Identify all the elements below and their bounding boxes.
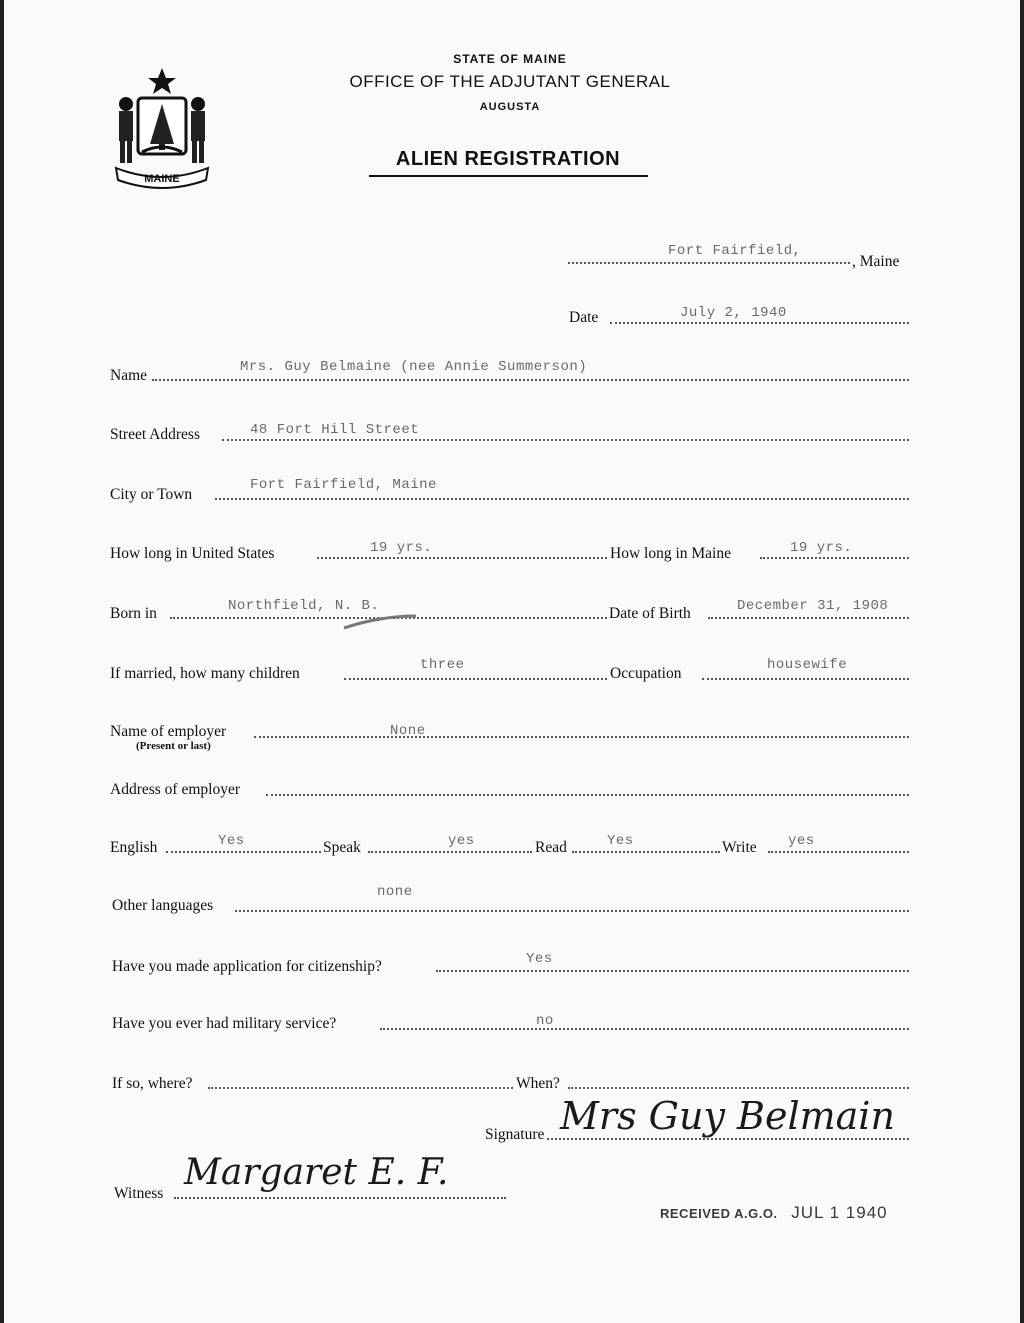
witness-label: Witness [114,1185,164,1202]
english-value: Yes [218,833,245,849]
date-label: Date [569,309,599,326]
when-label: When? [516,1075,560,1092]
english-dots [166,851,321,853]
read-dots [572,851,720,853]
seal-scroll-text: MAINE [144,173,180,185]
citizenship-value: Yes [526,951,553,967]
witness-dots [174,1197,506,1199]
how-long-us-value: 19 yrs. [370,540,433,556]
street-dots [222,439,909,441]
other-languages-value: none [377,884,413,900]
title-underline [369,175,648,177]
location-value: Fort Fairfield, [668,243,802,259]
born-in-label: Born in [110,605,157,622]
city-value: Fort Fairfield, Maine [250,477,437,493]
english-label: English [110,839,158,856]
children-dots [344,678,607,680]
speak-label: Speak [323,839,361,856]
employer-label: Name of employer [110,723,227,740]
name-value: Mrs. Guy Belmaine (nee Annie Summerson) [240,359,588,375]
witness-value: Margaret E. F. [184,1152,449,1193]
born-in-value: Northfield, N. B. [228,598,380,614]
stamp-received-text: RECEIVED A.G.O. [660,1206,778,1221]
occupation-label: Occupation [610,665,682,682]
how-long-us-label: How long in United States [110,545,275,562]
when-dots [568,1087,909,1089]
write-dots [768,851,909,853]
header-office: OFFICE OF THE ADJUTANT GENERAL [349,72,671,91]
date-dots [610,322,909,324]
date-of-birth-dots [708,617,909,619]
military-label: Have you ever had military service? [112,1015,337,1032]
read-label: Read [535,839,567,856]
city-dots [215,498,909,500]
write-label: Write [722,839,757,856]
date-of-birth-value: December 31, 1908 [737,598,889,614]
military-dots [380,1028,909,1030]
employer-sublabel: (Present or last) [136,740,211,752]
scan-edge-left [0,0,4,1323]
stamp-date: JUL 1 1940 [791,1203,888,1222]
date-value: July 2, 1940 [680,305,787,321]
other-languages-dots [235,910,909,912]
children-label: If married, how many children [110,665,300,682]
signature-dots [547,1138,909,1140]
read-value: Yes [607,833,634,849]
write-value: yes [788,833,815,849]
scan-edge-right [1020,0,1024,1323]
military-value: no [536,1013,554,1029]
location-suffix: , Maine [852,253,900,270]
where-label: If so, where? [112,1075,193,1092]
header-state: STATE OF MAINE [453,52,567,66]
employer-address-label: Address of employer [110,781,240,798]
pencil-mark [340,612,420,634]
speak-value: yes [448,833,475,849]
how-long-maine-value: 19 yrs. [790,540,853,556]
other-languages-label: Other languages [112,897,214,914]
employer-value: None [390,723,426,739]
name-dots [152,379,909,381]
children-value: three [420,657,465,673]
state-seal-icon [108,64,216,190]
speak-dots [368,851,532,853]
occupation-value: housewife [767,657,848,673]
where-dots [208,1087,513,1089]
date-of-birth-label: Date of Birth [609,605,691,622]
employer-dots [254,736,909,738]
employer-address-dots [266,794,909,796]
header-city: AUGUSTA [479,101,541,113]
how-long-maine-dots [760,557,909,559]
how-long-us-dots [317,557,607,559]
citizenship-label: Have you made application for citizenship? [112,958,382,975]
signature-label: Signature [485,1126,545,1143]
occupation-dots [702,678,909,680]
city-label: City or Town [110,486,193,503]
name-label: Name [110,367,148,384]
street-value: 48 Fort Hill Street [250,422,420,438]
street-label: Street Address [110,426,200,443]
citizenship-dots [436,970,909,972]
how-long-maine-label: How long in Maine [610,545,731,562]
received-stamp [660,1203,888,1223]
signature-value: Mrs Guy Belmain [560,1094,895,1138]
form-title: ALIEN REGISTRATION [395,148,621,170]
location-dots [568,262,850,264]
